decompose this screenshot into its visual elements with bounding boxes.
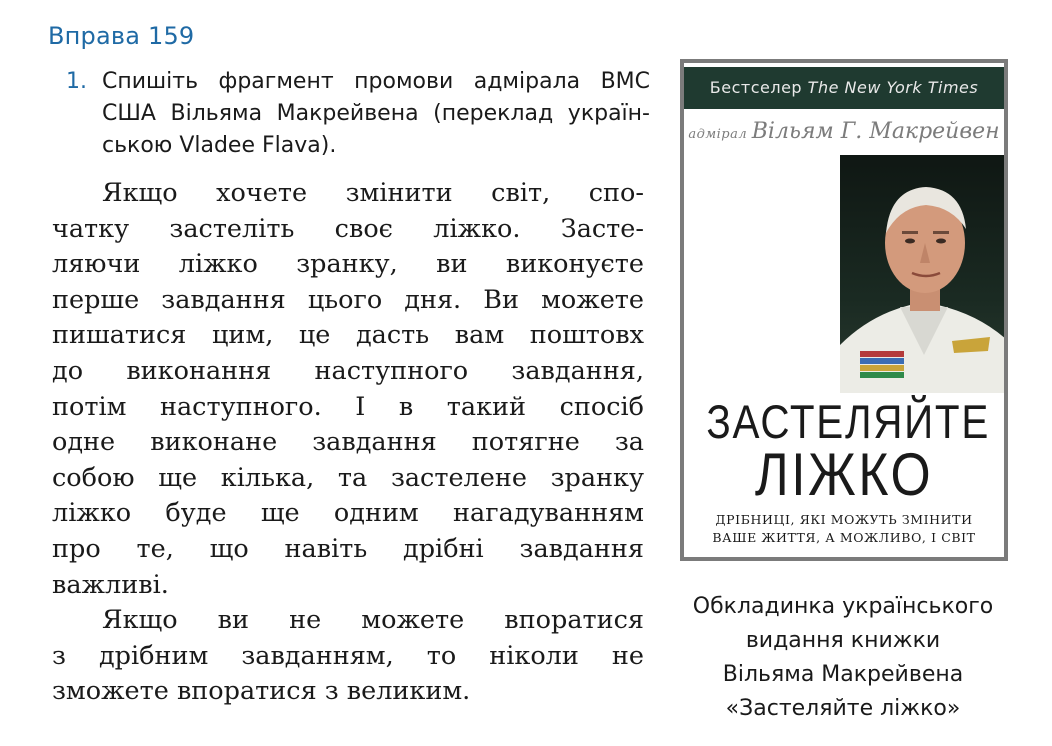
cover-title-line1: ЗАСТЕЛЯЙТЕ [706,395,991,448]
cover-title-line2: ЛІЖКО [754,441,934,508]
exercise-title: Вправа 159 [48,22,195,50]
text-line: потім наступного. І в такий спосіб [52,391,644,422]
cover-subtitle [684,511,1004,547]
text-line: з дрібним завданням, то ніколи не [52,640,644,671]
author-name: Вільям Г. Макрейвен [751,119,1000,144]
caption-line: «Застеляйте ліжко» [725,696,961,721]
banner-italic: The New York Times [807,78,979,97]
portrait-image [840,155,1008,393]
text-line: чатку застеліть своє ліжко. Засте- [52,213,644,244]
task-line: ською Vladee Flava). [102,133,337,158]
cover-author [684,113,1004,151]
text-line: ляючи ліжко зранку, ви виконуєте [52,249,644,280]
caption-line: видання книжки [745,628,941,653]
text-line: одне виконане завдання потягне за [52,427,644,458]
author-rank: адмірал [688,127,752,142]
book-cover [680,59,1008,561]
subtitle-line: ВАШЕ ЖИТТЯ, А МОЖЛИВО, І СВІТ [712,530,976,545]
text-line: пишатися цим, це дасть вам поштовх [52,320,644,351]
cover-banner [684,67,1004,109]
cover-caption [664,590,1022,726]
task-number: 1. [66,69,87,94]
text-line: перше завдання цього дня. Ви можете [52,284,644,315]
text-line: ліжко буде ще одним нагадуванням [52,498,644,529]
caption-line: Обкладинка українського [692,594,994,619]
author-photo [840,155,1008,393]
text-line: Якщо ви не можете впоратися [102,605,644,636]
text-line: собою ще кілька, та застелене зранку [52,462,644,493]
text-line: Якщо хочете змінити світ, спо- [102,178,644,208]
speech-fragment [52,176,644,710]
banner-prefix: Бестселер [709,78,808,97]
task-line: США Вільяма Макрейвена (переклад україн- [102,101,650,126]
text-line: про те, що навіть дрібні завдання [52,533,644,564]
text-line: до виконання наступного завдання, [52,355,644,386]
task-line: Спишіть фрагмент промови адмірала ВМС [102,69,650,94]
task-instruction [60,66,650,162]
caption-line: Вільяма Макрейвена [722,662,964,687]
subtitle-line: ДРІБНИЦІ, ЯКІ МОЖУТЬ ЗМІНИТИ [715,512,973,527]
text-line: важливі. [52,569,169,600]
text-line: зможете впоратися з великим. [52,676,471,707]
